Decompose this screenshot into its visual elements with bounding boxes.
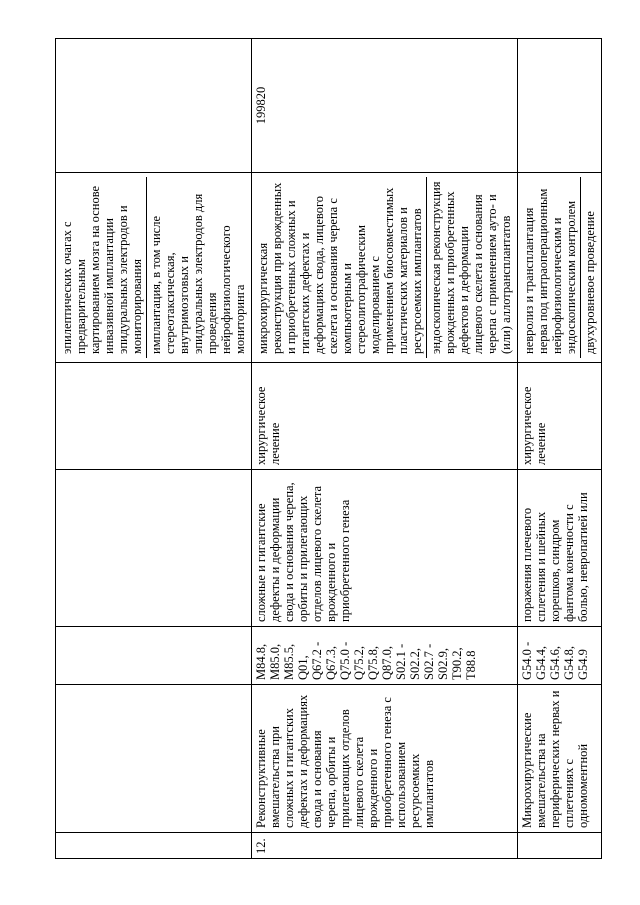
method-item: эпилептических очагах с предварительным картированием мозга на основе инвазивной имплантации эпидуральных электродов и мониторирования bbox=[58, 177, 147, 358]
intervention-name: Микрохирургические вмешательства на периферических нервах и сплетениях с одномоментной bbox=[518, 685, 602, 833]
row-number bbox=[518, 833, 602, 859]
method-item: микрохирургическая реконструкция при врожденных и приобретенных сложных и гигантских дефектах и деформациях свода, лицевого скелета и основания черепа с компьютерным и стереолитографическим моделированием с применением биосовместимых пластических материалов и ресурсоемких имплантатов bbox=[254, 177, 427, 358]
method-item: имплантация, в том числе стереотаксическая, внутримозговых и эпидуральных электродов для проведения нейрофизиологического мониторинга bbox=[149, 193, 247, 354]
table-row bbox=[56, 39, 252, 859]
patient-model: поражения плечевого сплетения и шейных корешков, синдром фантома конечности с болью, невропатией или bbox=[518, 470, 602, 627]
icd-codes: M84.8, M85.0, M85.5, Q01, Q67.2 - Q67.3, Q75.0 - Q75.2, Q75.8, Q87.0, S02.1 - S02.2, S02.7 - S02.9, T90.2, T88.8 bbox=[252, 627, 518, 685]
cost-value bbox=[56, 39, 252, 173]
method-item: невролиз и трансплантация нерва под интраоперационным нейрофизиологическим и эндоскопическим контролем bbox=[520, 177, 581, 358]
icd-codes bbox=[56, 627, 252, 685]
row-number bbox=[56, 833, 252, 859]
method-item: двухуровневое проведение bbox=[583, 211, 597, 354]
row-number: 12. bbox=[252, 833, 518, 859]
intervention-name bbox=[56, 685, 252, 833]
intervention-name: Реконструктивные вмешательства при сложных и гигантских дефектах и деформациях свода и основания черепа, орбиты и прилегающих отделов лицевого скелета врожденного и приобретенного генеза с использованием ресурсоемких имплантатов bbox=[252, 685, 518, 833]
table-row bbox=[252, 39, 518, 859]
method-item: эндоскопическая реконструкция врожденных и приобретенных дефектов и деформации лицевого скелета и основания черепа с применением ауто- и (или) аллотрансплантатов bbox=[429, 181, 513, 354]
cost-value bbox=[518, 39, 602, 173]
table-row bbox=[518, 39, 602, 859]
patient-model: сложные и гигантские дефекты и деформации свода и основания черепа, орбиты и прилегающих отделов лицевого скелета врожденного и приобретенного генеза bbox=[252, 470, 518, 627]
treatment-type: хирургическое лечение bbox=[252, 363, 518, 470]
icd-codes: G54.0 - G54.4, G54.6, G54.8, G54.9 bbox=[518, 627, 602, 685]
patient-model bbox=[56, 470, 252, 627]
treatment-methods bbox=[252, 173, 518, 363]
treatment-methods bbox=[518, 173, 602, 363]
treatment-type bbox=[56, 363, 252, 470]
medical-care-table bbox=[55, 38, 602, 859]
treatment-type: хирургическое лечение bbox=[518, 363, 602, 470]
cost-value: 199820 bbox=[252, 39, 518, 173]
treatment-methods bbox=[56, 173, 252, 363]
